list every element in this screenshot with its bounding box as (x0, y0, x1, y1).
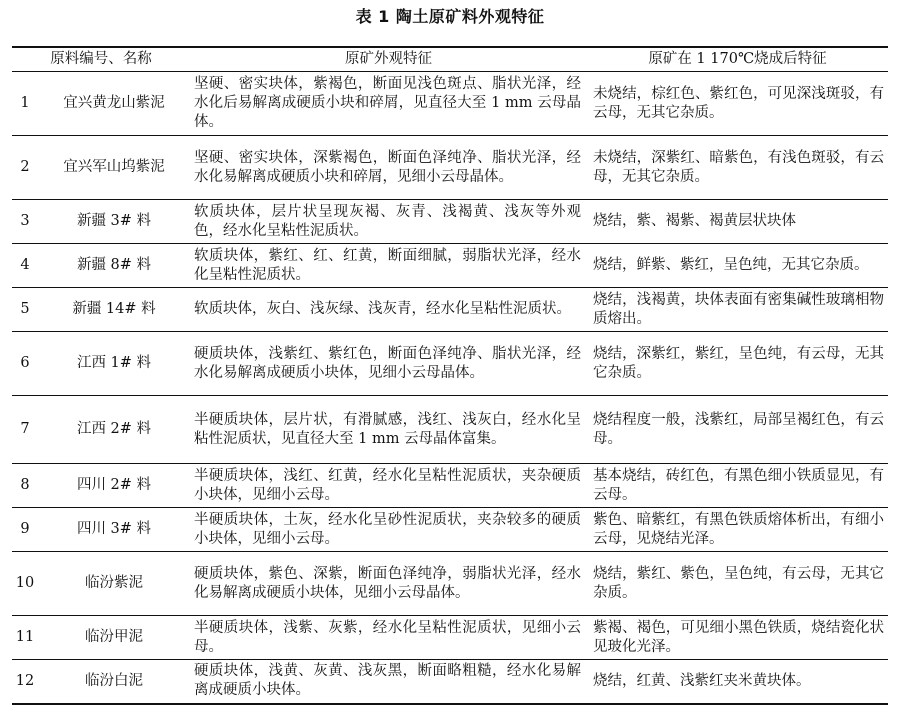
fired-features: 烧结，鲜紫、紫红，呈色纯，无其它杂质。 (593, 257, 869, 273)
table-row (12, 72, 888, 136)
fired-features: 紫褐、褐色，可见细小黑色铁质，烧结瓷化状见玻化光泽。 (593, 619, 884, 655)
table-row (12, 136, 888, 200)
material-name: 临汾甲泥 (85, 629, 143, 645)
table-row (12, 396, 888, 464)
raw-appearance: 软质块体，灰白、浅灰绿、浅灰青，经水化呈粘性泥质状。 (194, 301, 571, 317)
row-number: 5 (20, 301, 30, 317)
fired-features: 烧结，红黄、浅紫红夹米黄块体。 (593, 672, 811, 689)
table-row (12, 508, 888, 552)
material-name: 江西 2# 料 (76, 421, 152, 437)
table-row (12, 200, 888, 244)
raw-material-table (12, 46, 888, 705)
fired-features: 基本烧结，砖红色，有黑色细小铁质显见，有云母。 (593, 467, 884, 503)
row-number: 12 (15, 672, 35, 689)
fired-features: 未烧结，棕红色、紫红色，可见深浅斑驳，有云母，无其它杂质。 (593, 85, 884, 121)
row-number: 10 (15, 575, 35, 591)
row-number: 7 (20, 421, 30, 437)
header-raw-appearance: 原矿外观特征 (345, 51, 432, 67)
raw-appearance: 软质块体，层片状呈现灰褐、灰青、浅褐黄、浅灰等外观色，经水化呈粘性泥质状。 (194, 203, 581, 239)
row-number: 11 (15, 629, 35, 645)
row-number: 8 (20, 477, 30, 493)
raw-appearance: 半硬质块体，浅红、红黄，经水化呈粘性泥质状，夹杂硬质小块体，见细小云母。 (194, 467, 581, 503)
raw-appearance: 硬质块体，紫色、深紫，断面色泽纯净，弱脂状光泽，经水化易解离成硬质小块体，见细小云母晶体。 (194, 565, 581, 601)
fired-features: 未烧结，深紫红、暗紫色，有浅色斑驳，有云母，无其它杂质。 (593, 149, 884, 185)
material-name: 新疆 3# 料 (76, 213, 152, 229)
raw-appearance: 半硬质块体，层片状，有滑腻感，浅红、浅灰白，经水化呈粘性泥质状，见直径大至 1 mm 云母晶体富集。 (194, 411, 581, 447)
table-row (12, 552, 888, 616)
table-row (12, 660, 888, 704)
fired-features: 烧结，紫红、紫色，呈色纯，有云母，无其它杂质。 (593, 565, 884, 601)
table-row (12, 332, 888, 396)
raw-appearance: 软质块体，紫红、红、红黄，断面细腻，弱脂状光泽，经水化呈粘性泥质状。 (194, 247, 581, 283)
raw-appearance: 坚硬、密实块体，紫褐色，断面见浅色斑点、脂状光泽，经水化后易解离成硬质小块和碎屑，见直径大至 1 mm 云母晶体。 (194, 76, 581, 130)
header-row (12, 47, 888, 72)
fired-features: 烧结，紫、褐紫、褐黄层状块体 (593, 213, 796, 229)
material-name: 新疆 8# 料 (76, 257, 152, 273)
material-name: 临汾紫泥 (85, 575, 143, 591)
fired-features: 烧结，深紫红，紫红，呈色纯，有云母，无其它杂质。 (593, 345, 884, 381)
table-row (12, 464, 888, 508)
row-number: 6 (20, 355, 30, 371)
row-number: 9 (20, 521, 30, 537)
material-name: 江西 1# 料 (76, 355, 152, 371)
material-name: 宜兴黄龙山紫泥 (63, 95, 165, 111)
table-row (12, 288, 888, 332)
row-number: 2 (20, 159, 30, 175)
row-number: 3 (20, 213, 30, 229)
table-body (12, 72, 888, 704)
header-fired-features: 原矿在 1 170℃烧成后特征 (648, 51, 827, 67)
raw-appearance: 坚硬、密实块体，深紫褐色，断面色泽纯净、脂状光泽，经水化易解离成硬质小块和碎屑，见细小云母晶体。 (194, 149, 581, 185)
header-id-name: 原料编号、名称 (50, 51, 152, 67)
material-name: 临汾白泥 (85, 672, 143, 689)
raw-appearance: 硬质块体，浅紫红、紫红色，断面色泽纯净、脂状光泽，经水化易解离成硬质小块体，见细小云母晶体。 (194, 345, 581, 381)
row-number: 1 (20, 95, 30, 111)
raw-appearance: 半硬质块体，浅紫、灰紫，经水化呈粘性泥质状，见细小云母。 (194, 619, 581, 655)
material-name: 四川 3# 料 (76, 521, 152, 537)
table-row (12, 616, 888, 660)
table-header (12, 47, 888, 72)
fired-features: 烧结程度一般，浅紫红，局部呈褐红色，有云母。 (593, 411, 884, 447)
fired-features: 烧结，浅褐黄，块体表面有密集碱性玻璃相物质熔出。 (593, 291, 884, 327)
table-caption: 表 1 陶土原矿料外观特征 (355, 7, 545, 26)
material-name: 新疆 14# 料 (72, 301, 156, 317)
table-row (12, 244, 888, 288)
row-number: 4 (20, 257, 30, 273)
raw-appearance: 半硬质块体，土灰，经水化呈砂性泥质状，夹杂较多的硬质小块体，见细小云母。 (194, 511, 581, 547)
material-name: 四川 2# 料 (76, 477, 152, 493)
raw-appearance: 硬质块体，浅黄、灰黄、浅灰黑，断面略粗糙，经水化易解离成硬质小块体。 (194, 663, 581, 699)
material-name: 宜兴军山坞紫泥 (63, 159, 165, 175)
fired-features: 紫色、暗紫红，有黑色铁质熔体析出，有细小云母，见烧结光泽。 (593, 511, 884, 547)
